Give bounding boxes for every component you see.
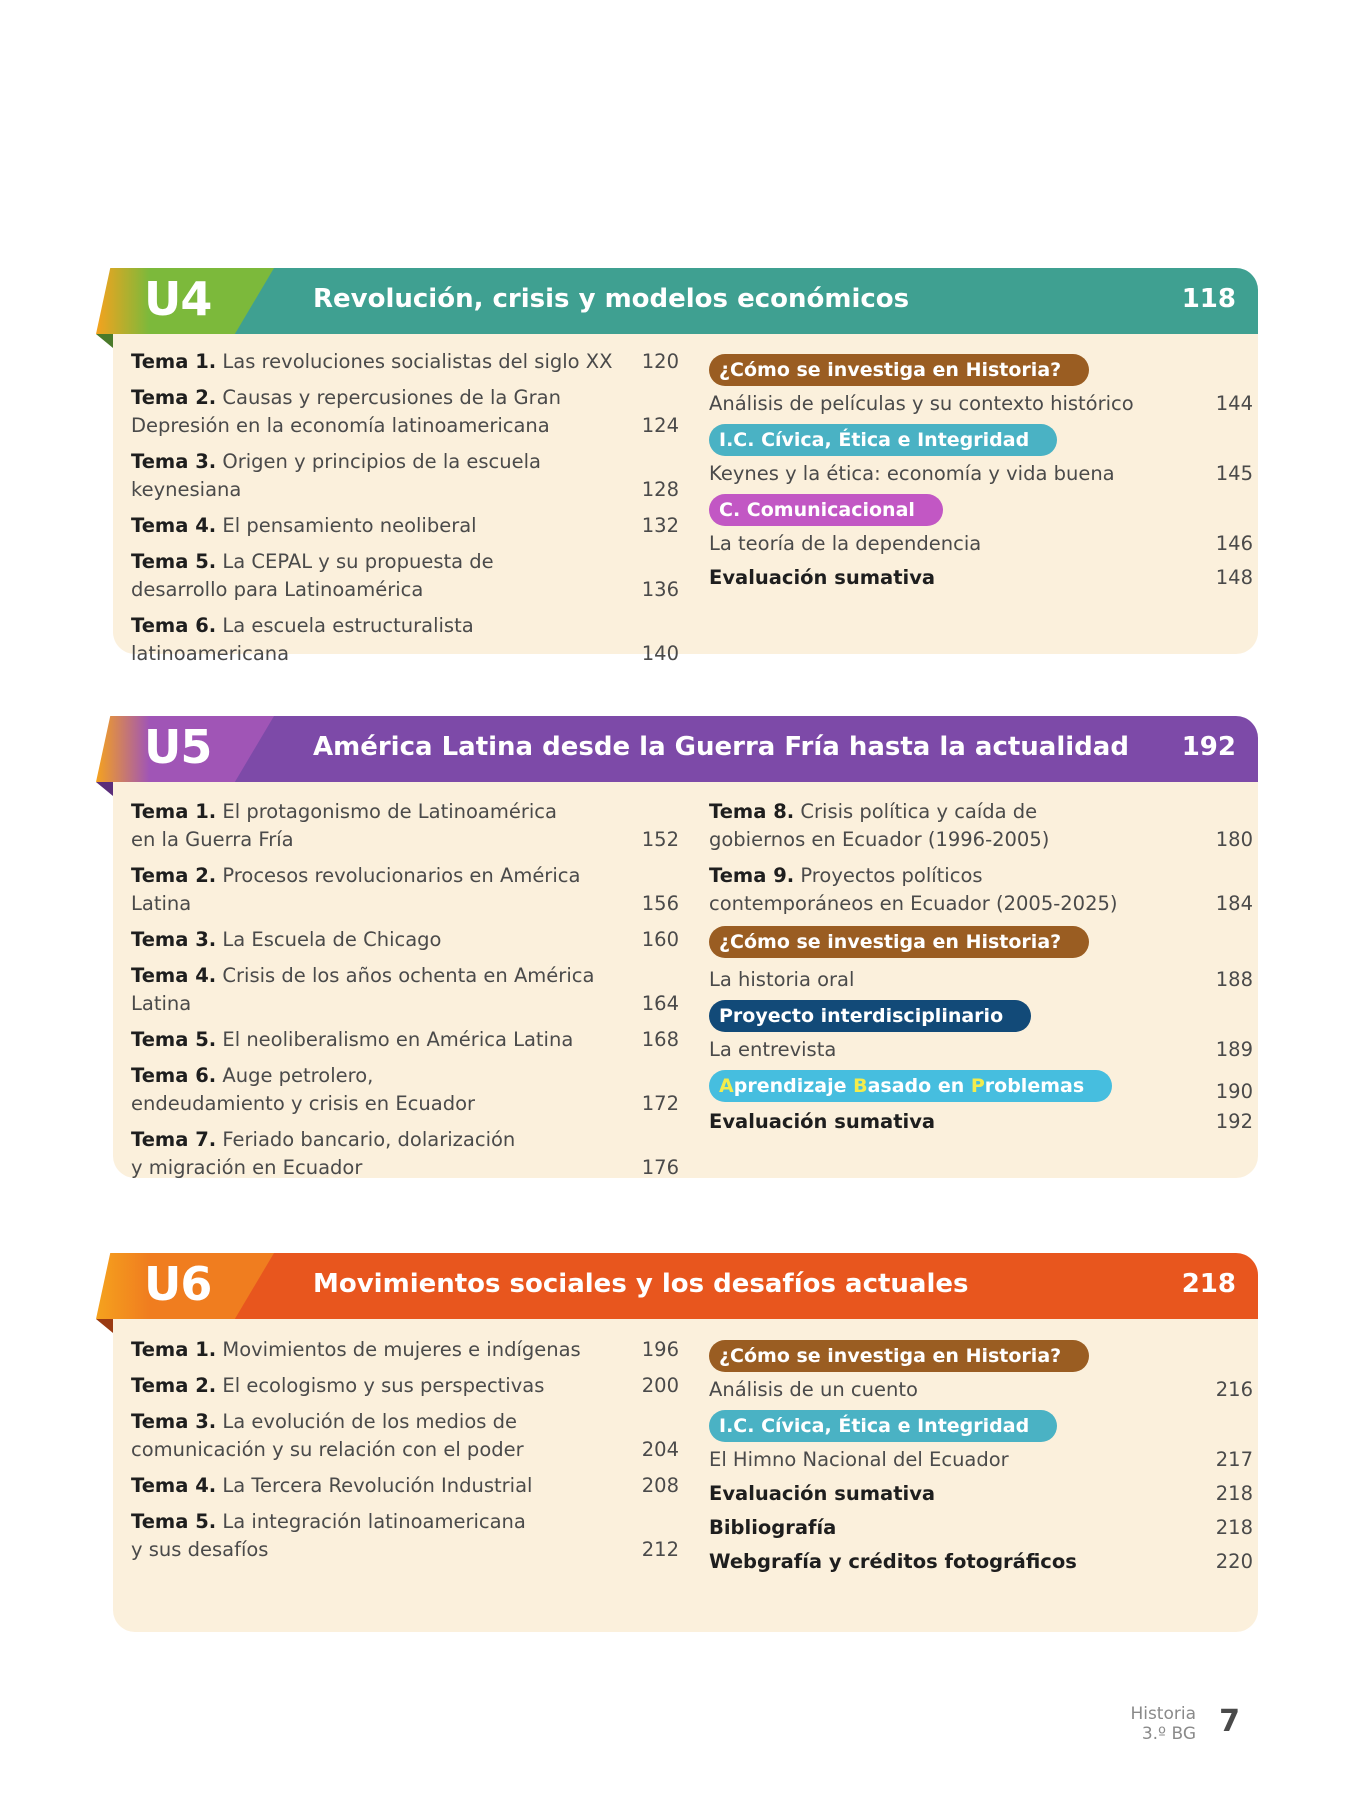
topic-text: Causas y repercusiones de la Gran Depresión en la economía latinoamericana [131,386,561,437]
topic-label: Tema 1. [131,800,217,823]
topic-entry[interactable] [131,926,679,954]
section-pill-investiga[interactable]: ¿Cómo se investiga en Historia? [709,926,1089,958]
section-entry-bibliografia[interactable] [709,1514,1253,1542]
topic-label: Tema 6. [131,614,217,637]
topic-page: 200 [641,1374,679,1397]
entry-page: 189 [1215,1038,1253,1061]
topic-text: La escuela estructuralista latinoamericana [131,614,474,665]
unit-header [113,268,1258,334]
entry-text: Análisis de un cuento [709,1378,918,1401]
topic-entry[interactable] [131,1336,679,1364]
unit-code: U4 [144,272,212,326]
topic-text: El ecologismo y sus perspectivas [222,1374,545,1397]
topic-text: El pensamiento neoliberal [222,514,477,537]
section-pill-abp[interactable] [709,1070,1112,1102]
topic-page: 212 [641,1538,679,1561]
topic-text: La Escuela de Chicago [222,928,442,951]
entry-text: Análisis de películas y su contexto histórico [709,392,1134,415]
u5-topics-right [709,798,1253,1136]
pill-text: roblemas [984,1075,1085,1097]
topic-entry[interactable] [131,1126,679,1182]
topic-page: 176 [641,1156,679,1179]
topic-entry[interactable] [131,348,679,376]
topic-label: Tema 4. [131,514,217,537]
topic-label: Tema 1. [131,1338,217,1361]
unit-code: U5 [144,720,212,774]
topic-label: Tema 5. [131,550,217,573]
section-pill-civica[interactable]: I.C. Cívica, Ética e Integridad [709,424,1057,456]
unit-tab-fold [96,782,113,796]
unit-tab-fold [96,334,113,348]
topic-page: 172 [641,1092,679,1115]
topic-text: La Tercera Revolución Industrial [222,1474,533,1497]
topic-label: Tema 3. [131,928,217,951]
topic-page: 156 [641,892,679,915]
unit-page-number: 118 [1181,284,1236,314]
topic-label: Tema 6. [131,1064,217,1087]
topic-label: Tema 5. [131,1028,217,1051]
u6-topics-left [131,1336,679,1564]
unit-title: Revolución, crisis y modelos económicos [313,284,910,314]
topic-text: La CEPAL y su propuesta de desarrollo para Latinoamérica [131,550,494,601]
topic-page: 164 [641,992,679,1015]
u6-topics-right [709,1340,1253,1576]
topic-page: 120 [641,350,679,373]
topic-page: 152 [641,828,679,851]
topic-page: 168 [641,1028,679,1051]
topic-label: Tema 9. [709,864,795,887]
topic-label: Tema 3. [131,450,217,473]
topic-label: Tema 4. [131,964,217,987]
topic-label: Tema 8. [709,800,795,823]
topic-label: Tema 3. [131,1410,217,1433]
section-entry[interactable] [709,460,1253,488]
pill-initial: P [970,1075,985,1097]
topic-text: Origen y principios de la escuela keynesiana [131,450,541,501]
pill-text: asado en [867,1075,971,1097]
topic-text: Feriado bancario, dolarización y migración en Ecuador [131,1128,516,1179]
section-entry-abp[interactable] [709,1070,1253,1106]
topic-entry[interactable] [131,1026,679,1054]
unit-page-number: 218 [1181,1269,1236,1299]
u5-topics-left [131,798,679,1182]
topic-label: Tema 2. [131,1374,217,1397]
topic-entry[interactable] [131,612,679,668]
entry-page: 188 [1215,968,1253,991]
entry-text: La teoría de la dependencia [709,532,982,555]
topic-label: Tema 1. [131,350,217,373]
topic-text: El neoliberalismo en América Latina [222,1028,574,1051]
topic-page: 136 [641,578,679,601]
topic-entry[interactable] [131,798,679,854]
unit-page-number: 192 [1181,732,1236,762]
topic-text: Movimientos de mujeres e indígenas [222,1338,581,1361]
topic-text: Crisis de los años ochenta en América Latina [131,964,595,1015]
entry-text: Evaluación sumativa [709,566,936,589]
topic-entry[interactable] [131,962,679,1018]
section-pill-proyecto[interactable]: Proyecto interdisciplinario [709,1000,1031,1032]
unit-header [113,1253,1258,1319]
entry-text: Evaluación sumativa [709,1482,936,1505]
section-entry-webgrafia[interactable] [709,1548,1253,1576]
entry-page: 148 [1215,566,1253,589]
entry-text: La historia oral [709,968,855,991]
topic-entry[interactable] [131,1372,679,1400]
footer-subject [1130,1704,1196,1744]
section-pill-civica[interactable]: I.C. Cívica, Ética e Integridad [709,1410,1057,1442]
topic-entry[interactable] [709,862,1253,918]
section-entry-evaluacion[interactable] [709,1480,1253,1508]
topic-text: El protagonismo de Latinoamérica en la Guerra Fría [131,800,557,851]
pill-initial: A [719,1075,734,1097]
topic-entry[interactable] [131,512,679,540]
topic-entry[interactable] [709,798,1253,854]
entry-page: 216 [1215,1378,1253,1401]
topic-text: Las revoluciones socialistas del siglo XX [222,350,613,373]
topic-text: Auge petrolero, endeudamiento y crisis en Ecuador [131,1064,476,1115]
topic-label: Tema 2. [131,386,217,409]
topic-page: 132 [641,514,679,537]
unit-title: Movimientos sociales y los desafíos actuales [313,1269,969,1299]
topic-entry[interactable] [131,384,679,440]
topic-entry[interactable] [131,1472,679,1500]
topic-page: 160 [641,928,679,951]
topic-label: Tema 5. [131,1510,217,1533]
entry-text: Webgrafía y créditos fotográficos [709,1550,1077,1573]
pill-initial: B [853,1075,868,1097]
topic-label: Tema 4. [131,1474,217,1497]
topic-label: Tema 7. [131,1128,217,1151]
section-entry[interactable] [709,530,1253,558]
topic-entry[interactable] [131,1508,679,1564]
topic-entry[interactable] [131,1062,679,1118]
entry-page: 217 [1215,1448,1253,1471]
entry-page: 192 [1215,1110,1253,1133]
section-entry[interactable] [709,1036,1253,1064]
entry-page: 190 [1215,1080,1253,1103]
entry-text: Bibliografía [709,1516,837,1539]
topic-entry[interactable] [131,1408,679,1464]
topic-text: La integración latinoamericana y sus desafíos [131,1510,526,1561]
entry-page: 218 [1215,1482,1253,1505]
section-pill-investiga[interactable]: ¿Cómo se investiga en Historia? [709,354,1089,386]
topic-page: 128 [641,478,679,501]
topic-entry[interactable] [131,548,679,604]
section-pill-investiga[interactable]: ¿Cómo se investiga en Historia? [709,1340,1089,1372]
topic-page: 184 [1215,892,1253,915]
topic-text: Procesos revolucionarios en América Latina [131,864,581,915]
section-pill-comunicacional[interactable]: C. Comunicacional [709,494,943,526]
section-entry[interactable] [709,1376,1253,1404]
unit-title: América Latina desde la Guerra Fría hasta la actualidad [313,732,1129,762]
topic-page: 208 [641,1474,679,1497]
topic-text: Proyectos políticos contemporáneos en Ecuador (2005-2025) [709,864,1118,915]
unit-code: U6 [144,1257,212,1311]
topic-page: 204 [641,1438,679,1461]
topic-page: 196 [641,1338,679,1361]
topic-page: 180 [1215,828,1253,851]
entry-page: 144 [1215,392,1253,415]
section-entry-evaluacion[interactable] [709,1108,1253,1136]
topic-entry[interactable] [131,862,679,918]
entry-page: 145 [1215,462,1253,485]
section-entry[interactable] [709,1446,1253,1474]
entry-text: El Himno Nacional del Ecuador [709,1448,1009,1471]
topic-entry[interactable] [131,448,679,504]
topic-page: 140 [641,642,679,665]
u4-topics-left [131,348,679,668]
pill-text: prendizaje [733,1075,854,1097]
topic-text: Crisis política y caída de gobiernos en Ecuador (1996-2005) [709,800,1050,851]
entry-text: La entrevista [709,1038,837,1061]
unit-header [113,716,1258,782]
entry-page: 146 [1215,532,1253,555]
footer-grade: 3.º BG [1141,1724,1196,1744]
topic-page: 124 [641,414,679,437]
entry-text: Keynes y la ética: economía y vida buena [709,462,1115,485]
footer-subject-name: Historia [1130,1704,1196,1724]
entry-page: 220 [1215,1550,1253,1573]
topic-text: La evolución de los medios de comunicación y su relación con el poder [131,1410,524,1461]
section-entry[interactable] [709,390,1253,418]
u4-topics-right [709,354,1253,592]
entry-text: Evaluación sumativa [709,1110,936,1133]
topic-label: Tema 2. [131,864,217,887]
section-entry[interactable] [709,966,1253,994]
section-entry-evaluacion[interactable] [709,564,1253,592]
unit-tab-fold [96,1319,113,1333]
page-number: 7 [1219,1704,1240,1739]
entry-page: 218 [1215,1516,1253,1539]
